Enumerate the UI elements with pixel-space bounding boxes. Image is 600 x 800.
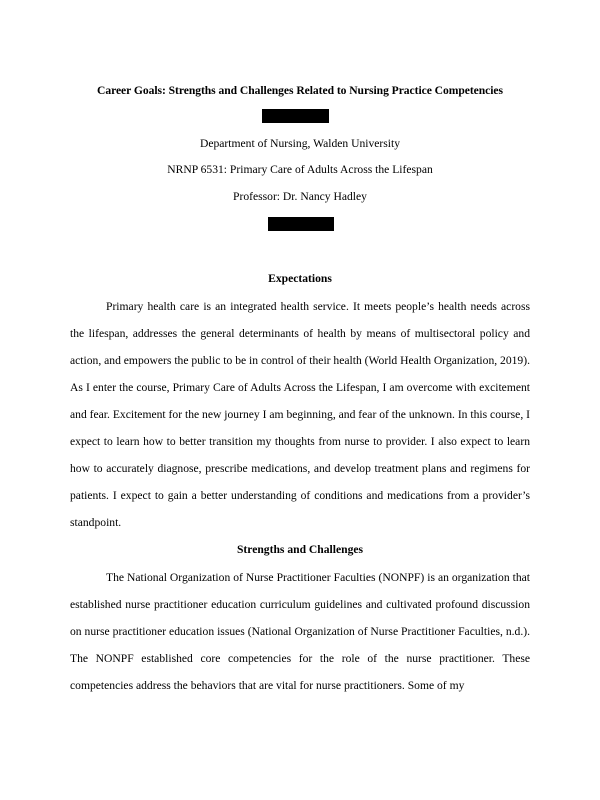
professor-line: Professor: Dr. Nancy Hadley (233, 190, 367, 203)
paragraph-strengths-challenges: The National Organization of Nurse Practitioner Faculties (NONPF) is an organization that established nurse practitioner education curriculum guidelines and cultivated profound discussion on nurse practitioner education issues (National Organization of Nurse Practitioner Faculties, n.d.). The NONPF established core competencies for the role of the nurse practitioner. These competencies address the behaviors that are vital for nurse practitioners. Some of my (70, 571, 530, 692)
document-title: Career Goals: Strengths and Challenges Related to Nursing Practice Competencies (97, 84, 503, 97)
section-heading-expectations: Expectations (268, 272, 332, 285)
redacted-date (268, 217, 334, 231)
redacted-author-name (262, 109, 329, 123)
section-heading-strengths-challenges: Strengths and Challenges (236, 543, 364, 556)
course-line: NRNP 6531: Primary Care of Adults Across the Lifespan (167, 163, 433, 176)
department-line: Department of Nursing, Walden University (199, 137, 401, 150)
paragraph-expectations: Primary health care is an integrated health service. It meets people’s health needs across the lifespan, addresses the general determinants of health by means of multisectoral policy and action, and empowers the public to be in control of their health (World Health Organization, 2019). As I enter the course, Primary Care of Adults Across the Lifespan, I am overcome with excitement and fear. Excitement for the new journey I am beginning, and fear of the unknown. In this course, I expect to learn how to better transition my thoughts from nurse to provider. I also expect to learn how to accurately diagnose, prescribe medications, and develop treatment plans and regimens for patients. I expect to gain a better understanding of conditions and medications from a provider’s standpoint. (70, 300, 530, 529)
